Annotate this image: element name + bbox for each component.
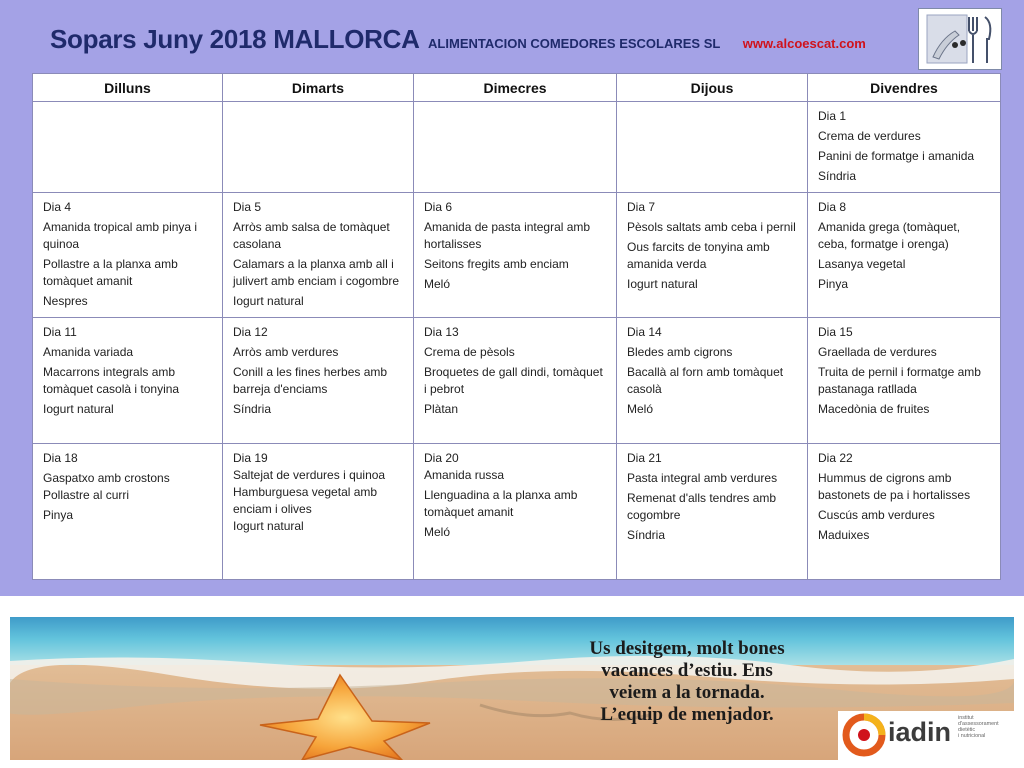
dessert: Meló <box>424 525 451 539</box>
day-header: Divendres <box>808 74 1001 102</box>
day-cell <box>33 318 223 444</box>
day-number: Dia 4 <box>43 200 72 214</box>
day-header-row <box>33 74 1001 102</box>
dish: Llenguadina a la planxa amb tomàquet amanit <box>424 488 578 519</box>
day-cell <box>808 193 1001 318</box>
company-url[interactable]: www.alcoescat.com <box>742 36 866 51</box>
dessert: Macedònia de fruites <box>818 402 930 416</box>
dish: Bledes amb cigrons <box>627 345 733 359</box>
dessert: Maduixes <box>818 528 870 542</box>
dish: Ous farcits de tonyina amb amanida verda <box>627 240 770 271</box>
day-cell <box>33 444 223 580</box>
dessert: Iogurt natural <box>233 294 304 308</box>
dish: Pollastre a la planxa amb tomàquet amanit <box>43 257 178 288</box>
menu-title: Sopars Juny 2018 MALLORCA <box>50 24 420 54</box>
day-number: Dia 19 <box>233 451 268 465</box>
dessert: Pinya <box>818 277 849 291</box>
dish: Arròs amb salsa de tomàquet casolana <box>233 220 390 251</box>
brand-name: iadin <box>888 717 952 747</box>
iadin-logo <box>838 711 1014 760</box>
dessert: Síndria <box>818 169 857 183</box>
day-number: Dia 11 <box>43 325 77 339</box>
dish: Hamburguesa vegetal amb enciam i olives <box>233 485 378 516</box>
dish: Amanida tropical amb pinya i quinoa <box>43 220 198 251</box>
day-number: Dia 12 <box>233 325 268 339</box>
dessert: Iogurt natural <box>43 402 114 416</box>
day-number: Dia 22 <box>818 451 853 465</box>
dish: Crema de verdures <box>818 129 921 143</box>
day-number: Dia 14 <box>627 325 662 339</box>
dish: Pasta integral amb verdures <box>627 471 778 485</box>
company-name: ALIMENTACION COMEDORES ESCOLARES SL <box>428 36 721 51</box>
day-cell <box>223 318 414 444</box>
dessert: Iogurt natural <box>627 277 698 291</box>
menu-table <box>32 73 1001 580</box>
dessert: Meló <box>627 402 654 416</box>
day-cell <box>414 318 617 444</box>
day-cell <box>223 193 414 318</box>
day-number: Dia 8 <box>818 200 847 214</box>
dish: Amanida variada <box>43 345 134 359</box>
cutlery-logo-icon <box>918 8 1002 70</box>
dish: Calamars a la planxa amb all i julivert amb enciam i cogombre <box>233 257 400 288</box>
dessert: Nespres <box>43 294 88 308</box>
dish: Seitons fregits amb enciam <box>424 257 569 271</box>
day-cell <box>414 193 617 318</box>
day-cell-empty <box>33 102 223 193</box>
dish: Lasanya vegetal <box>818 257 906 271</box>
dish: Arròs amb verdures <box>233 345 339 359</box>
day-number: Dia 20 <box>424 451 459 465</box>
day-number: Dia 13 <box>424 325 459 339</box>
day-cell-empty <box>223 102 414 193</box>
iadin-logo-icon <box>842 713 886 757</box>
day-cell <box>808 444 1001 580</box>
day-cell-empty <box>414 102 617 193</box>
dish: Remenat d'alls tendres amb cogombre <box>627 491 777 522</box>
day-cell <box>33 193 223 318</box>
week-row <box>33 102 1001 193</box>
dish: Hummus de cigrons amb bastonets de pa i hortalisses <box>818 471 971 502</box>
day-number: Dia 18 <box>43 451 78 465</box>
message-line: vacances d’estiu. Ens <box>601 660 773 681</box>
day-cell-empty <box>617 102 808 193</box>
day-header: Dilluns <box>33 74 223 102</box>
day-cell <box>223 444 414 580</box>
dish: Panini de formatge i amanida <box>818 149 975 163</box>
day-cell <box>414 444 617 580</box>
dish: Amanida russa <box>424 468 505 482</box>
day-number: Dia 7 <box>627 200 656 214</box>
day-cell <box>808 102 1001 193</box>
dish: Conill a les fines herbes amb barreja d'enciams <box>233 365 388 396</box>
day-cell <box>808 318 1001 444</box>
week-row <box>33 318 1001 444</box>
day-number: Dia 6 <box>424 200 453 214</box>
dish: Cuscús amb verdures <box>818 508 935 522</box>
dessert: Síndria <box>233 402 272 416</box>
day-number: Dia 5 <box>233 200 262 214</box>
dish: Pèsols saltats amb ceba i pernil <box>627 220 796 234</box>
dish: Gaspatxo amb crostons <box>43 471 170 485</box>
day-header: Dimarts <box>223 74 414 102</box>
day-header: Dijous <box>617 74 808 102</box>
dessert: Plàtan <box>424 402 459 416</box>
day-header: Dimecres <box>414 74 617 102</box>
dish: Macarrons integrals amb tomàquet casolà i tonyina <box>43 365 180 396</box>
dessert: Pinya <box>43 508 74 522</box>
message-line: Us desitgem, molt bones <box>589 638 785 659</box>
week-row <box>33 444 1001 580</box>
dish: Bacallà al forn amb tomàquet casolà <box>627 365 784 396</box>
brand-tagline: institut d'assessorament dietètic i nutricional <box>958 715 999 739</box>
day-number: Dia 21 <box>627 451 662 465</box>
dish: Amanida grega (tomàquet, ceba, formatge i orenga) <box>818 220 961 251</box>
day-cell <box>617 193 808 318</box>
farewell-message <box>542 638 832 726</box>
page-title <box>50 24 866 55</box>
day-cell <box>617 318 808 444</box>
message-line: L’equip de menjador. <box>600 704 774 725</box>
day-number: Dia 15 <box>818 325 853 339</box>
week-row <box>33 193 1001 318</box>
day-number: Dia 1 <box>818 109 847 123</box>
dish: Truita de pernil i formatge amb pastanaga ratllada <box>818 365 981 396</box>
dessert: Síndria <box>627 528 666 542</box>
message-line: veiem a la tornada. <box>609 682 765 703</box>
dish: Graellada de verdures <box>818 345 937 359</box>
day-cell <box>617 444 808 580</box>
dish: Amanida de pasta integral amb hortalisses <box>424 220 591 251</box>
dessert: Iogurt natural <box>233 519 304 533</box>
dish: Crema de pèsols <box>424 345 515 359</box>
dessert: Meló <box>424 277 451 291</box>
dish: Broquetes de gall dindi, tomàquet i pebrot <box>424 365 603 396</box>
dish: Pollastre al curri <box>43 488 130 502</box>
dish: Saltejat de verdures i quinoa <box>233 468 386 482</box>
